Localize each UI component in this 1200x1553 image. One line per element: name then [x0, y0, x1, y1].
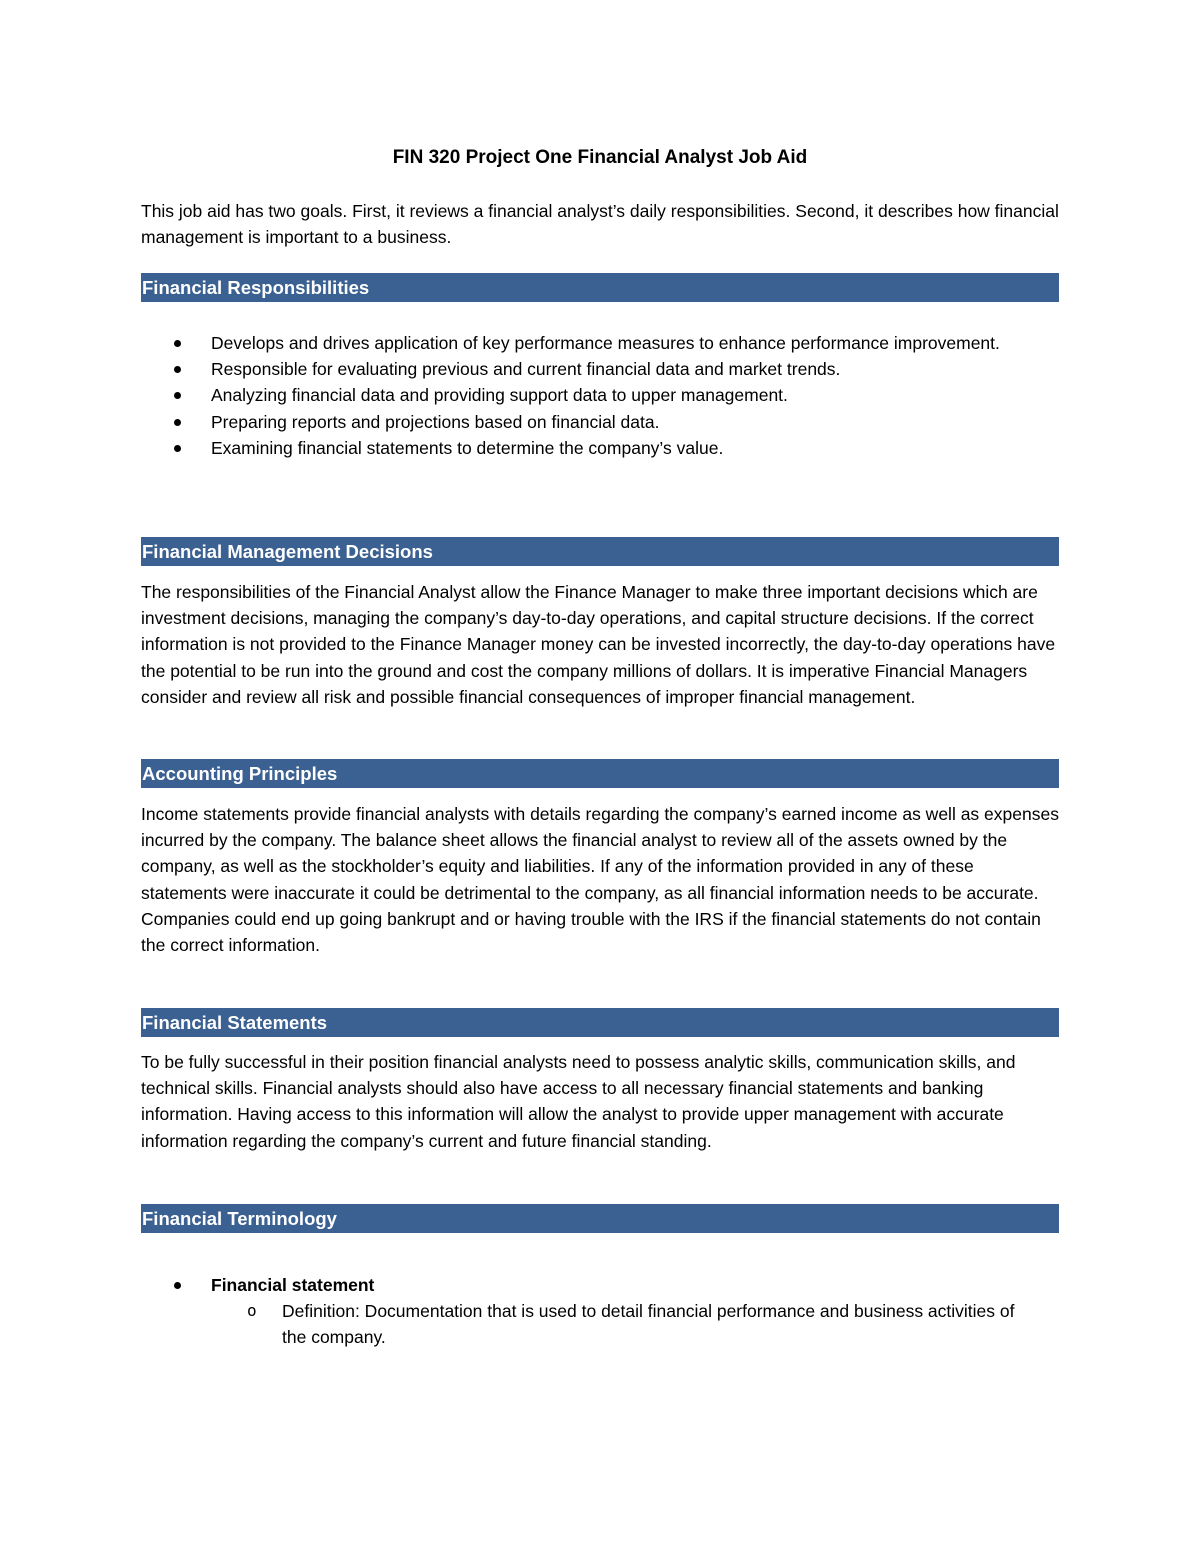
heading-financial-terminology: Financial Terminology: [141, 1204, 1059, 1233]
document-title: FIN 320 Project One Financial Analyst Job Aid: [392, 147, 808, 168]
heading-financial-management-decisions: Financial Management Decisions: [141, 537, 1059, 566]
list-item-text: Preparing reports and projections based on financial data.: [211, 411, 660, 432]
accounting-paragraph: Income statements provide financial analysts with details regarding the company’s earned income as well as expenses incurred by the company. The balance sheet allows the financial analyst to review all of the assets owned by the company, as well as the stockholder’s equity and liabilities. If any of the information provided in any of these statements were inaccurate it could be detrimental to the company, as all financial information needs to be accurate. Companies could end up going bankrupt and or having trouble with the IRS if the financial statements do not contain the correct information.: [141, 804, 1059, 956]
bullet-icon: [174, 340, 181, 347]
bullet-icon: [174, 392, 181, 399]
heading-accounting-principles: Accounting Principles: [141, 759, 1059, 788]
list-item: [141, 382, 1059, 408]
bullet-icon: [174, 445, 181, 452]
term-definition-item: [141, 1298, 1059, 1350]
term-item: [141, 1272, 1059, 1351]
heading-financial-statements: Financial Statements: [141, 1008, 1059, 1037]
list-item: [141, 409, 1059, 435]
sub-bullet-icon: o: [247, 1301, 257, 1321]
list-item-text: Responsible for evaluating previous and current financial data and market trends.: [211, 359, 841, 380]
management-paragraph: The responsibilities of the Financial Analyst allow the Finance Manager to make three important decisions which are investment decisions, managing the company’s day-to-day operations, and capital structure decisions. If the correct information is not provided to the Finance Manager money can be invested incorrectly, the day-to-day operations have the potential to be run into the ground and cost the company millions of dollars. It is imperative Financial Managers consider and review all risk and possible financial consequences of improper financial management.: [141, 582, 1056, 707]
list-item: [141, 435, 1059, 461]
list-item-text: Examining financial statements to determine the company’s value.: [211, 437, 724, 458]
list-item: [141, 356, 1059, 382]
list-item: [141, 330, 1059, 356]
list-item-text: Analyzing financial data and providing support data to upper management.: [211, 385, 788, 406]
bullet-icon: [174, 366, 181, 373]
bullet-icon: [174, 419, 181, 426]
list-item-text: Develops and drives application of key performance measures to enhance performance improvement.: [211, 333, 1000, 353]
term-name: Financial statement: [211, 1275, 375, 1295]
statements-paragraph: To be fully successful in their position financial analysts need to possess analytic skills, communication skills, and technical skills. Financial analysts should also have access to all necessary financial statements and banking information. Having access to this information will allow the analyst to provide upper management with accurate information regarding the company’s current and future financial standing.: [141, 1052, 1016, 1151]
term-definition: Definition: Documentation that is used to detail financial performance and business activities of the company.: [282, 1301, 1015, 1348]
responsibilities-list: [141, 330, 1059, 461]
heading-financial-responsibilities: Financial Responsibilities: [141, 273, 1059, 302]
intro-paragraph: This job aid has two goals. First, it reviews a financial analyst’s daily responsibilities. Second, it describes how financial management is important to a business.: [141, 201, 1059, 248]
bullet-icon: [174, 1282, 181, 1289]
